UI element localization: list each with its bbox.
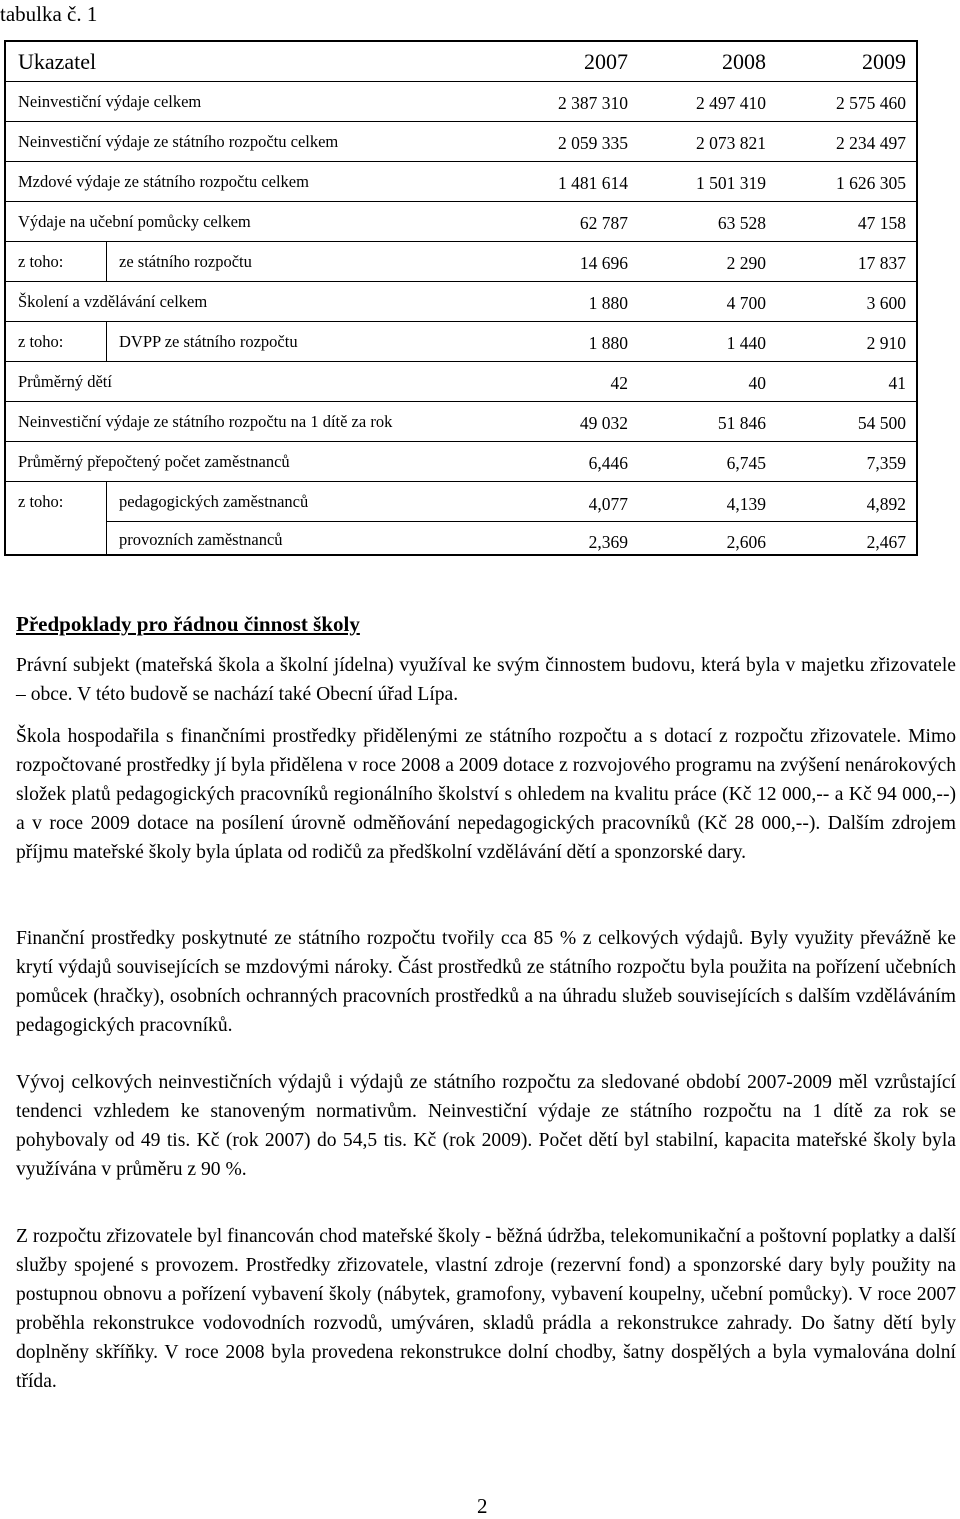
- header-label: Ukazatel: [18, 48, 97, 74]
- table-header-row: [6, 42, 916, 82]
- page-number: 2: [477, 1494, 488, 1518]
- table-row: [6, 442, 916, 482]
- paragraph: Škola hospodařila s finančními prostředky přidělenými ze státního rozpočtu a s dotací z rozpočtu zřizovatele. Mimo rozpočtované prostředky jí byla přidělena v roce 2008 a 2009 dotace z rozvojového programu na zvýšení nenárokových složek platů pedagogických pracovníků regionálního školství s ohledem na kvalitu práce (Kč 12 000,-- a Kč 94 000,--) a v roce 2009 dotace na posílení úrovně odměňování nepedagogických pracovníků (Kč 28 000,--). Dalším zdrojem příjmu mateřské školy byla úplata od rodičů za předškolní vzdělávání dětí a sponzorské dary.: [16, 726, 956, 863]
- table-row: [6, 242, 916, 282]
- value-2009: 2 575 460: [836, 93, 906, 113]
- row-label: ze státního rozpočtu: [119, 251, 252, 271]
- value-2007: 1 481 614: [558, 173, 628, 193]
- table-row: [6, 282, 916, 322]
- row-label: Školení a vzdělávání celkem: [18, 291, 208, 311]
- budget-table: [4, 40, 918, 556]
- paragraph: Právní subjekt (mateřská škola a školní jídelna) využíval ke svým činnostem budovu, která byla v majetku zřizovatele – obce. V této budově se nachází také Obecní úřad Lípa.: [16, 655, 956, 705]
- value-2007: 2,369: [588, 531, 628, 552]
- value-2007: 4,077: [588, 493, 628, 514]
- paragraph: Vývoj celkových neinvestičních výdajů i výdajů ze státního rozpočtu za sledované období 2007-2009 měl vzrůstající tendenci vzhledem ke stanoveným normativům. Neinvestiční výdaje ze státního rozpočtu na 1 dítě za rok se pohybovaly od 49 tis. Kč (rok 2007) do 54,5 tis. Kč (rok 2009). Počet dětí byl stabilní, kapacita mateřské školy byla využívána v průměru z 90 %.: [16, 1072, 956, 1180]
- value-2008: 1 501 319: [696, 173, 766, 193]
- value-2009: 2,467: [866, 531, 906, 552]
- value-2009: 17 837: [857, 253, 906, 273]
- value-2009: 2 234 497: [836, 133, 906, 153]
- value-2008: 63 528: [717, 213, 766, 233]
- value-2007: 42: [610, 373, 628, 393]
- value-2009: 47 158: [857, 213, 906, 233]
- row-label: Průměrný dětí: [18, 371, 112, 391]
- table-row: [6, 362, 916, 402]
- value-2007: 14 696: [579, 253, 628, 273]
- paragraph: Z rozpočtu zřizovatele byl financován chod mateřské školy - běžná údržba, telekomunikační a poštovní poplatky a další služby spojené s provozem. Prostředky zřizovatele, vlastní zdroje (rezervní fond) a sponzorské dary byly použity na postupnou obnovu a pořízení vybavení školy (nábytek, gramofony, vybavení koupelny, učební pomůcky). V roce 2007 proběhla rekonstrukce vodovodních rozvodů, umýváren, skladů prádla a rekonstrukce zahrady. Do šatny dětí byly doplněny skříňky. V roce 2008 byla provedena rekonstrukce dolní chodby, šatny dospělých a byla vymalována dolní třída.: [16, 1226, 956, 1392]
- value-2007: 6,446: [588, 453, 628, 473]
- row-label: Neinvestiční výdaje ze státního rozpočtu celkem: [18, 131, 339, 151]
- header-year-2007: 2007: [584, 48, 628, 74]
- row-label: pedagogických zaměstnanců: [119, 492, 309, 511]
- row-label: DVPP ze státního rozpočtu: [119, 331, 298, 351]
- paragraph: Finanční prostředky poskytnuté ze státního rozpočtu tvořily cca 85 % z celkových výdajů. Byly využity převážně ke krytí výdajů souvisejících se mzdovými nároky. Část prostředků ze státního rozpočtu byla použita na pořízení učebních pomůcek (hračky), osobních ochranných pracovních prostředků a na úhradu služeb souvisejících s dalším vzděláváním pedagogických pracovníků.: [16, 928, 956, 1036]
- row-label: Výdaje na učební pomůcky celkem: [18, 211, 251, 231]
- table-row: [6, 402, 916, 442]
- row-prefix: z toho:: [18, 492, 64, 511]
- table-caption: tabulka č. 1: [0, 2, 98, 26]
- value-2007: 1 880: [588, 293, 628, 313]
- column-divider: [106, 322, 107, 361]
- row-label: Mzdové výdaje ze státního rozpočtu celkem: [18, 171, 309, 191]
- table-row: [6, 202, 916, 242]
- table-row: [6, 82, 916, 122]
- value-2008: 40: [748, 373, 766, 393]
- column-divider: [106, 482, 107, 554]
- value-2009: 41: [888, 373, 906, 393]
- value-2008: 2 290: [726, 253, 766, 273]
- value-2008: 2 073 821: [696, 133, 766, 153]
- row-label: provozních zaměstnanců: [119, 530, 283, 549]
- value-2008: 4,139: [726, 493, 766, 514]
- value-2008: 2 497 410: [696, 93, 766, 113]
- row-prefix: z toho:: [18, 331, 64, 351]
- row-label: Neinvestiční výdaje celkem: [18, 91, 202, 111]
- value-2007: 1 880: [588, 333, 628, 353]
- value-2009: 1 626 305: [836, 173, 906, 193]
- section-heading: Předpoklady pro řádnou činnost školy: [16, 612, 360, 636]
- value-2008: 51 846: [717, 413, 766, 433]
- row-label: Průměrný přepočtený počet zaměstnanců: [18, 451, 290, 471]
- value-2008: 2,606: [726, 531, 766, 552]
- value-2007: 2 059 335: [558, 133, 628, 153]
- column-divider: [106, 242, 107, 281]
- value-2007: 62 787: [579, 213, 628, 233]
- row-label: Neinvestiční výdaje ze státního rozpočtu na 1 dítě za rok: [18, 411, 393, 431]
- table-row: [6, 522, 916, 558]
- value-2008: 4 700: [726, 293, 766, 313]
- value-2009: 54 500: [857, 413, 906, 433]
- header-year-2009: 2009: [862, 48, 906, 74]
- value-2009: 7,359: [866, 453, 906, 473]
- value-2008: 1 440: [726, 333, 766, 353]
- row-prefix: z toho:: [18, 251, 64, 271]
- value-2007: 2 387 310: [558, 93, 628, 113]
- table-row: [6, 482, 916, 522]
- table-row: [6, 322, 916, 362]
- value-2009: 3 600: [866, 293, 906, 313]
- value-2007: 49 032: [579, 413, 628, 433]
- table-row: [6, 122, 916, 162]
- header-year-2008: 2008: [722, 48, 766, 74]
- value-2009: 4,892: [866, 493, 906, 514]
- value-2008: 6,745: [726, 453, 766, 473]
- value-2009: 2 910: [866, 333, 906, 353]
- table-row: [6, 162, 916, 202]
